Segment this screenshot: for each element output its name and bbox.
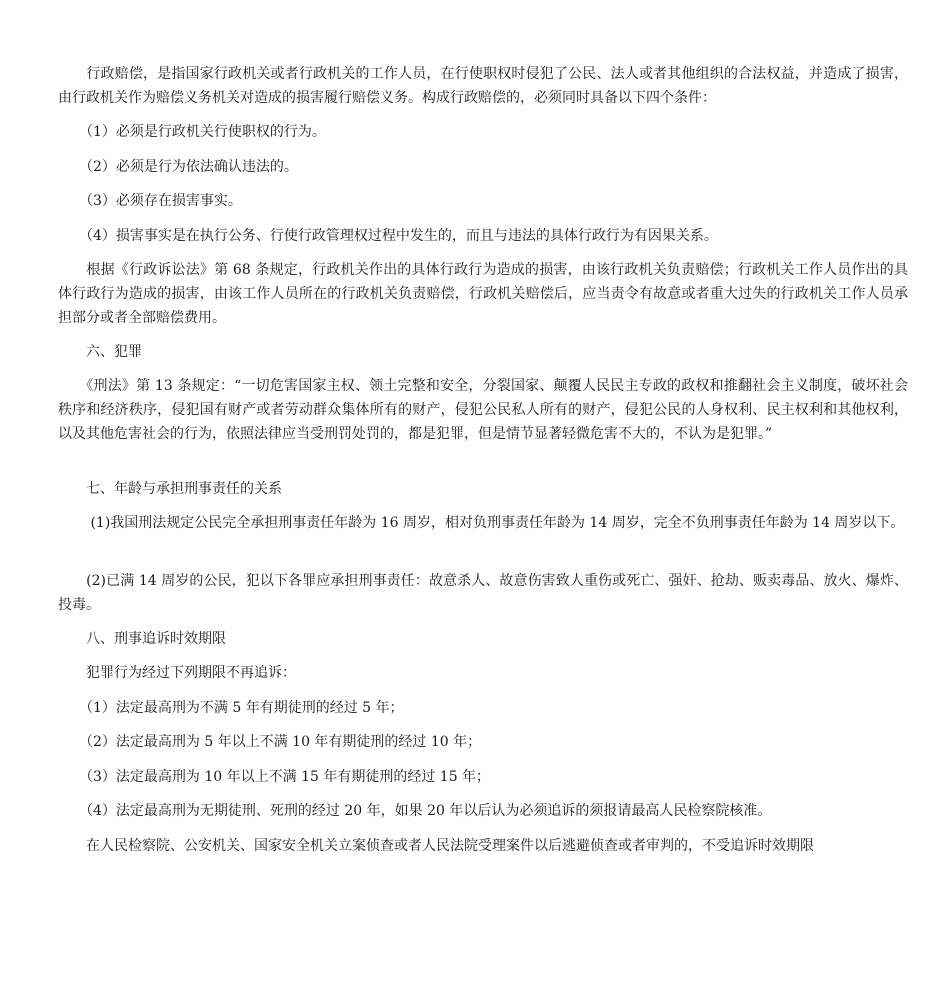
list-item-limitation-3: （3）法定最高刑为 10 年以上不满 15 年有期徒刑的经过 15 年； xyxy=(58,769,491,785)
paragraph-limitation-exception: 在人民检察院、公安机关、国家安全机关立案侦查或者人民法院受理案件以后逃避侦查或者审判的，不受追诉时效期限 xyxy=(58,838,814,854)
section-heading-prosecution-limitation: 八、刑事追诉时效期限 xyxy=(58,631,226,647)
paragraph-administrative-compensation: 行政赔偿，是指国家行政机关或者行政机关的工作人员，在行使职权时侵犯了公民、法人或者其他组织的合法权益，并造成了损害，由行政机关作为赔偿义务机关对造成的损害履行赔偿义务。构成行政赔偿的，必须同时具备以下四个条件： xyxy=(58,66,908,106)
list-item-condition-1: （1）必须是行政机关行使职权的行为。 xyxy=(58,124,326,140)
list-item-limitation-1: （1）法定最高刑为不满 5 年有期徒刑的经过 5 年； xyxy=(58,700,404,716)
paragraph-litigation-law-article-68: 根据《行政诉讼法》第 68 条规定，行政机关作出的具体行政行为造成的损害，由该行政机关负责赔偿；行政机关工作人员作出的具体行政行为造成的损害，由该工作人员所在的行政机关负责赔偿，行政机关赔偿后，应当责令有故意或者重大过失的行政机关工作人员承担部分或者全部赔偿费用。 xyxy=(58,262,908,326)
list-item-condition-2: （2）必须是行为依法确认违法的。 xyxy=(58,159,298,175)
list-item-condition-3: （3）必须存在损害事实。 xyxy=(58,193,242,209)
section-heading-age-responsibility: 七、年龄与承担刑事责任的关系 xyxy=(58,481,282,497)
list-item-limitation-4: （4）法定最高刑为无期徒刑、死刑的经过 20 年，如果 20 年以后认为必须追诉的须报请最高人民检察院核准。 xyxy=(58,803,772,819)
paragraph-age-rule-1: (1)我国刑法规定公民完全承担刑事责任年龄为 16 周岁，相对负刑事责任年龄为 14 周岁，完全不负刑事责任年龄为 14 周岁以下。 xyxy=(58,515,905,531)
paragraph-criminal-law-article-13: 《刑法》第 13 条规定：“一切危害国家主权、领土完整和安全，分裂国家、颠覆人民民主专政的政权和推翻社会主义制度，破坏社会秩序和经济秩序，侵犯国有财产或者劳动群众集体所有的财产，侵犯公民私人所有的财产，侵犯公民的人身权利、民主权利和其他权利，以及其他危害社会的行为，依照法律应当受刑罚处罚的，都是犯罪，但是情节显著轻微危害不大的，不认为是犯罪。” xyxy=(58,378,908,442)
paragraph-limitation-intro: 犯罪行为经过下列期限不再追诉： xyxy=(58,665,296,681)
list-item-condition-4: （4）损害事实是在执行公务、行使行政管理权过程中发生的，而且与违法的具体行政行为有因果关系。 xyxy=(58,228,718,244)
paragraph-age-rule-2: (2)已满 14 周岁的公民，犯以下各罪应承担刑事责任：故意杀人、故意伤害致人重伤或死亡、强奸、抢劫、贩卖毒品、放火、爆炸、投毒。 xyxy=(58,573,908,613)
section-heading-crime: 六、犯罪 xyxy=(58,344,142,360)
list-item-limitation-2: （2）法定最高刑为 5 年以上不满 10 年有期徒刑的经过 10 年； xyxy=(58,734,482,750)
